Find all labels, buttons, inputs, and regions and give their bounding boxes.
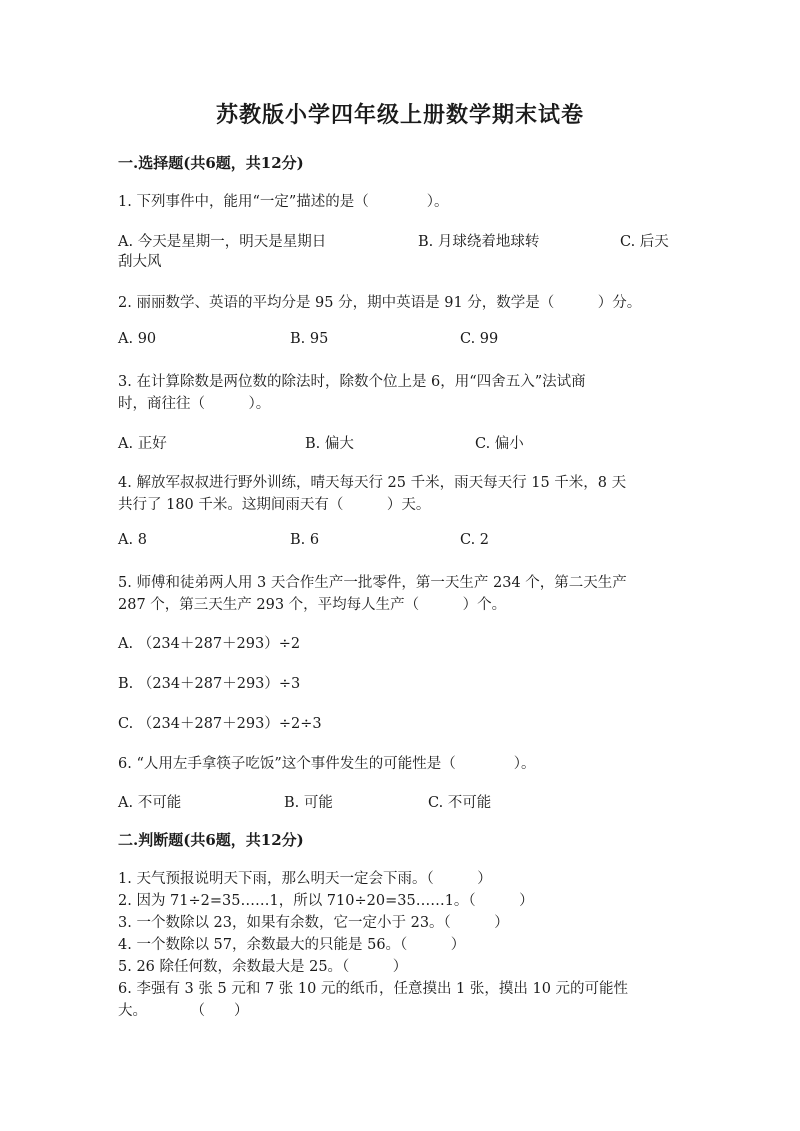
q6-stem: 6. “人用左手拿筷子吃饭”这个事件发生的可能性是（ ）。	[118, 756, 536, 772]
q1-option-a: A. 今天是星期一，明天是星期日	[118, 234, 327, 250]
q2-option-a: A. 90	[118, 331, 157, 347]
q4-option-b: B. 6	[290, 532, 320, 548]
q5-stem-line2: 287 个，第三天生产 293 个，平均每人生产（ ）个。	[118, 597, 507, 613]
judge-item-6: 6. 李强有 3 张 5 元和 7 张 10 元的纸币，任意摸出 1 张，摸出 10 元的可能性	[118, 981, 629, 997]
q1-option-c: C. 后天	[620, 234, 669, 250]
q2-option-c: C. 99	[460, 331, 499, 347]
q1-stem: 1. 下列事件中，能用“一定”描述的是（ ）。	[118, 194, 449, 210]
page-title: 苏教版小学四年级上册数学期末试卷	[215, 102, 584, 128]
judge-item-4: 4. 一个数除以 57，余数最大的只能是 56。（ ）	[118, 937, 466, 953]
section1-heading: 一.选择题(共6题，共12分)	[118, 154, 304, 172]
section2-heading: 二.判断题(共6题，共12分)	[118, 831, 304, 849]
q3-stem-line1: 3. 在计算除数是两位数的除法时，除数个位上是 6，用“四舍五入”法试商	[118, 374, 586, 390]
judge-item-2: 2. 因为 71÷2=35……1，所以 710÷20=35……1。（ ）	[118, 893, 534, 909]
q2-stem: 2. 丽丽数学、英语的平均分是 95 分，期中英语是 91 分，数学是（ ）分。	[118, 295, 642, 311]
q3-option-a: A. 正好	[118, 436, 167, 452]
q2-option-b: B. 95	[290, 331, 329, 347]
q3-stem-line2: 时，商往往（ ）。	[118, 396, 271, 412]
judge-item-5: 5. 26 除任何数，余数最大是 25。（ ）	[118, 959, 408, 975]
q6-option-a: A. 不可能	[118, 795, 182, 811]
q4-stem-line2: 共行了 180 千米。这期间雨天有（ ）天。	[118, 497, 431, 513]
q3-option-b: B. 偏大	[305, 436, 354, 452]
q4-stem-line1: 4. 解放军叔叔进行野外训练，晴天每天行 25 千米，雨天每天行 15 千米，8 天	[118, 475, 627, 491]
q4-option-c: C. 2	[460, 532, 490, 548]
judge-item-6-cont: 大。 （ ）	[118, 1003, 249, 1019]
q5-option-a: A. （234＋287＋293）÷2	[118, 636, 301, 652]
judge-item-3: 3. 一个数除以 23，如果有余数，它一定小于 23。（ ）	[118, 915, 509, 931]
q1-option-b: B. 月球绕着地球转	[418, 234, 540, 250]
q1-option-c-cont: 刮大风	[118, 254, 162, 270]
q5-stem-line1: 5. 师傅和徒弟两人用 3 天合作生产一批零件，第一天生产 234 个，第二天生产	[118, 575, 627, 591]
q6-option-c: C. 不可能	[428, 795, 492, 811]
q4-option-a: A. 8	[118, 532, 147, 548]
q6-option-b: B. 可能	[284, 795, 333, 811]
judge-item-1: 1. 天气预报说明天下雨，那么明天一定会下雨。（ ）	[118, 871, 492, 887]
q3-option-c: C. 偏小	[475, 436, 524, 452]
q5-option-c: C. （234＋287＋293）÷2÷3	[118, 716, 322, 732]
q5-option-b: B. （234＋287＋293）÷3	[118, 676, 301, 692]
